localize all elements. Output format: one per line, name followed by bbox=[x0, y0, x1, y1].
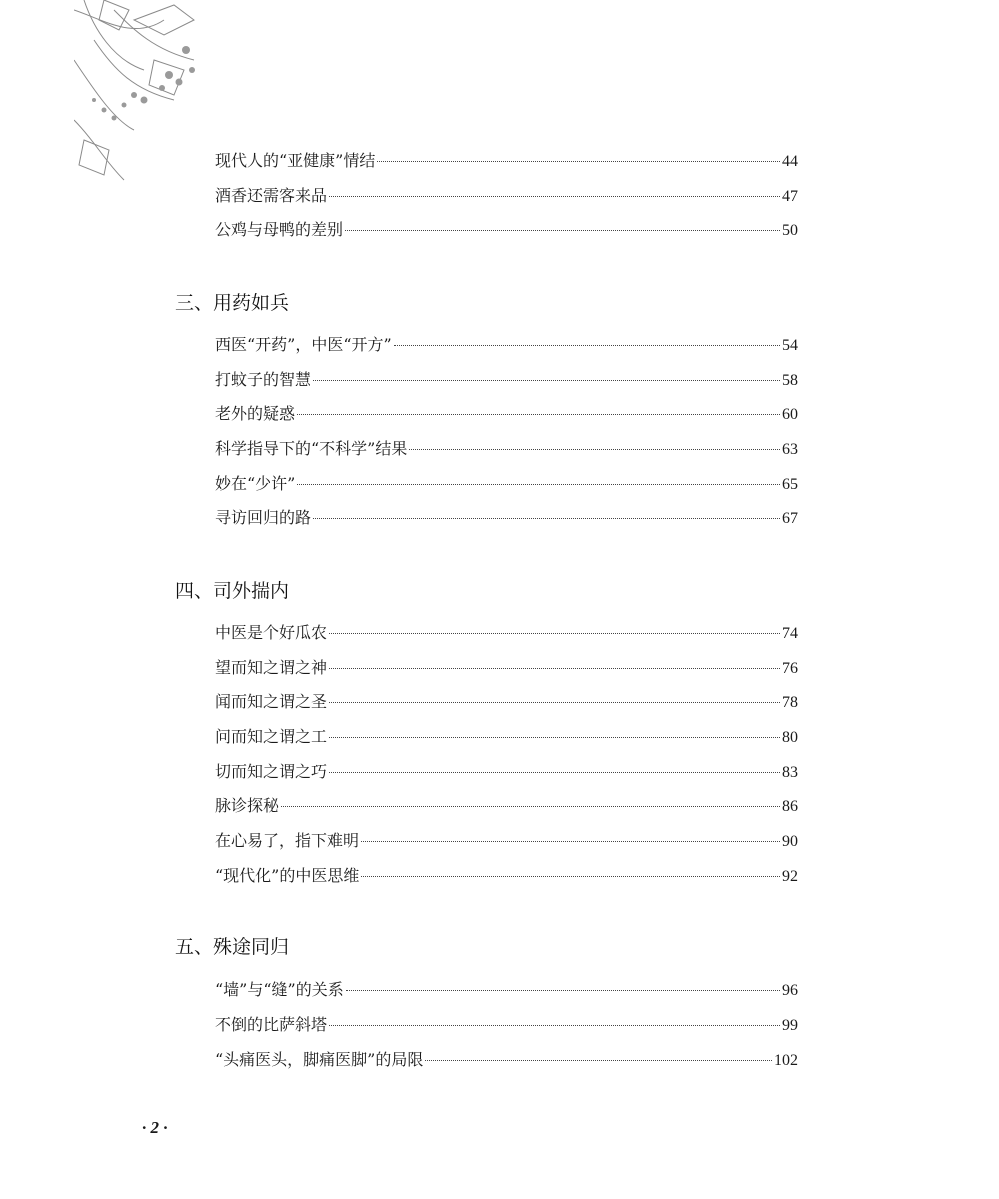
section-heading[interactable]: 三、用药如兵 bbox=[175, 292, 290, 314]
toc-leader-dots bbox=[313, 380, 780, 381]
toc-entry[interactable] bbox=[215, 620, 798, 646]
toc-entry[interactable] bbox=[215, 724, 798, 750]
toc-entry-page: 54 bbox=[782, 337, 798, 354]
toc-entry-page: 74 bbox=[782, 625, 798, 642]
toc-entry-title: 科学指导下的“不科学”结果 bbox=[215, 439, 408, 458]
toc-leader-dots bbox=[361, 841, 780, 842]
toc-entry[interactable] bbox=[215, 401, 798, 427]
toc-leader-dots bbox=[377, 161, 780, 162]
toc-entry-page: 102 bbox=[774, 1052, 798, 1069]
page-number: · 2 · bbox=[142, 1118, 168, 1137]
toc-entry-title: 寻访回归的路 bbox=[215, 508, 312, 527]
toc-entry-page: 44 bbox=[782, 153, 798, 170]
toc-entry-page: 58 bbox=[782, 372, 798, 389]
toc-entry-title: 切而知之谓之巧 bbox=[215, 762, 328, 781]
toc-entry-title: 望而知之谓之神 bbox=[215, 658, 328, 677]
toc-entry[interactable] bbox=[215, 217, 798, 243]
toc-entry-title: 不倒的比萨斜塔 bbox=[215, 1015, 328, 1034]
toc-entry-title: 现代人的“亚健康”情结 bbox=[215, 151, 376, 170]
toc-leader-dots bbox=[329, 702, 780, 703]
toc-leader-dots bbox=[394, 345, 780, 346]
toc-leader-dots bbox=[329, 772, 780, 773]
toc-entry-title: 西医“开药”，中医“开方” bbox=[215, 335, 392, 354]
toc-entry[interactable] bbox=[215, 1047, 798, 1073]
toc-entry[interactable] bbox=[215, 332, 798, 358]
toc-entry-title: 在心易了，指下难明 bbox=[215, 831, 360, 850]
toc-entry[interactable] bbox=[215, 689, 798, 715]
toc-entry-title: 脉诊探秘 bbox=[215, 796, 280, 815]
toc-entry-page: 92 bbox=[782, 868, 798, 885]
toc-entry[interactable] bbox=[215, 793, 798, 819]
toc-entry-title: 老外的疑惑 bbox=[215, 404, 296, 423]
botanical-illustration bbox=[74, 0, 206, 184]
toc-leader-dots bbox=[281, 806, 780, 807]
toc-leader-dots bbox=[329, 633, 780, 634]
toc-entry-page: 60 bbox=[782, 406, 798, 423]
toc-entry-page: 86 bbox=[782, 798, 798, 815]
toc-leader-dots bbox=[329, 1025, 780, 1026]
toc-entry-title: 问而知之谓之工 bbox=[215, 727, 328, 746]
toc-entry[interactable] bbox=[215, 977, 798, 1003]
toc-entry-page: 90 bbox=[782, 833, 798, 850]
toc-entry[interactable] bbox=[215, 436, 798, 462]
toc-entry-title: 闻而知之谓之圣 bbox=[215, 692, 328, 711]
toc-entry-title: 妙在“少许” bbox=[215, 474, 296, 493]
toc-entry-page: 65 bbox=[782, 476, 798, 493]
toc-entry[interactable] bbox=[215, 471, 798, 497]
toc-entry[interactable] bbox=[215, 655, 798, 681]
section-heading[interactable]: 四、司外揣内 bbox=[175, 580, 290, 602]
toc-leader-dots bbox=[345, 230, 780, 231]
toc-leader-dots bbox=[297, 414, 780, 415]
toc-leader-dots bbox=[425, 1060, 772, 1061]
toc-entry-page: 96 bbox=[782, 982, 798, 999]
toc-entry-page: 67 bbox=[782, 510, 798, 527]
toc-leader-dots bbox=[329, 668, 780, 669]
toc-entry[interactable] bbox=[215, 1012, 798, 1038]
toc-leader-dots bbox=[329, 737, 780, 738]
toc-entry-page: 80 bbox=[782, 729, 798, 746]
toc-entry[interactable] bbox=[215, 505, 798, 531]
section-heading[interactable]: 五、殊途同归 bbox=[175, 936, 290, 958]
toc-entry-page: 76 bbox=[782, 660, 798, 677]
toc-entry-title: 酒香还需客来品 bbox=[215, 186, 328, 205]
toc-entry-title: 公鸡与母鸭的差别 bbox=[215, 220, 344, 239]
toc-entry-title: 打蚊子的智慧 bbox=[215, 370, 312, 389]
toc-entry-page: 63 bbox=[782, 441, 798, 458]
toc-entry[interactable] bbox=[215, 367, 798, 393]
toc-entry-title: “头痛医头，脚痛医脚”的局限 bbox=[215, 1050, 424, 1069]
toc-entry-title: “现代化”的中医思维 bbox=[215, 866, 360, 885]
toc-entry-page: 50 bbox=[782, 222, 798, 239]
toc-entry-page: 78 bbox=[782, 694, 798, 711]
toc-entry-page: 83 bbox=[782, 764, 798, 781]
toc-leader-dots bbox=[409, 449, 780, 450]
toc-entry[interactable] bbox=[215, 183, 798, 209]
toc-entry[interactable] bbox=[215, 828, 798, 854]
toc-leader-dots bbox=[346, 990, 780, 991]
toc-entry-title: 中医是个好瓜农 bbox=[215, 623, 328, 642]
toc-entry-title: “墙”与“缝”的关系 bbox=[215, 980, 344, 999]
toc-leader-dots bbox=[361, 876, 780, 877]
toc-leader-dots bbox=[297, 484, 780, 485]
toc-entry[interactable] bbox=[215, 863, 798, 889]
toc-entry-page: 99 bbox=[782, 1017, 798, 1034]
toc-entry[interactable] bbox=[215, 759, 798, 785]
toc-entry[interactable] bbox=[215, 148, 798, 174]
toc-leader-dots bbox=[313, 518, 780, 519]
toc-entry-page: 47 bbox=[782, 188, 798, 205]
toc-leader-dots bbox=[329, 196, 780, 197]
